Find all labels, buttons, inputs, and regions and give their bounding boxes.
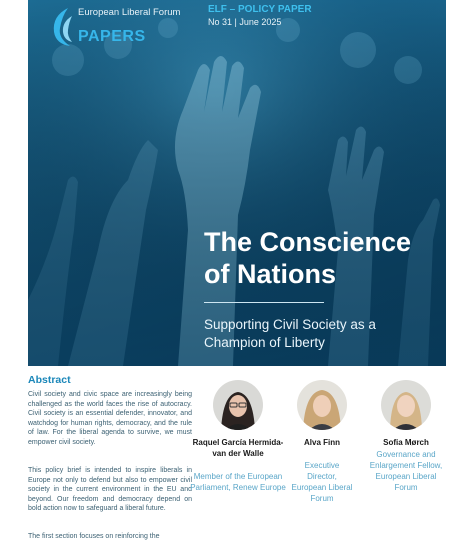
author-name: Raquel García Hermida-van der Walle	[192, 438, 284, 458]
avatar	[297, 380, 347, 430]
author-card	[358, 380, 454, 540]
abstract-heading: Abstract	[28, 374, 71, 386]
issue-number: No 31 | June 2025	[208, 17, 282, 27]
avatar	[381, 380, 431, 430]
elf-logo-mark-icon	[48, 6, 74, 48]
author-name: Alva Finn	[304, 438, 341, 447]
paper-subtitle: Supporting Civil Society as a Champion of Liberty	[204, 317, 376, 350]
author-portrait-icon	[297, 380, 347, 430]
abstract-paragraph: Civil society and civic space are increasingly being challenged as the world faces the rise of autocracy. Civil society is an essential defender, innovator, and watchdog for human rights, democracy, and the rule of law. For the liberal agenda to survive, we must empower civil society.	[28, 391, 192, 446]
author-name: Sofia Mørch	[383, 438, 429, 447]
author-portrait-icon	[213, 380, 263, 430]
cover-photo	[28, 0, 446, 366]
org-name: European Liberal Forum	[78, 7, 181, 18]
author-role: Governance and Enlargement Fellow, European Liberal Forum	[369, 450, 443, 492]
author-role: Member of the European Parliament, Renew Europe	[190, 472, 286, 492]
series-label: ELF – POLICY PAPER	[208, 4, 312, 15]
author-role: Executive Director, European Liberal Forum	[291, 461, 353, 503]
author-portrait-icon	[381, 380, 431, 430]
abstract-paragraph: This policy brief is intended to inspire liberals in Europe not only to defend but also to empower civil society in the current environment in the EU and beyond. Our freedom and democracy depend on bold action now to safeguard a liberal future.	[28, 467, 192, 513]
raised-hands-photo	[28, 0, 446, 366]
title-divider	[204, 302, 324, 303]
avatar	[213, 380, 263, 430]
author-card	[274, 380, 370, 540]
paper-title: The Conscience of Nations	[204, 227, 412, 289]
papers-wordmark: PAPERS	[78, 28, 146, 45]
abstract-paragraph: The first section focuses on reinforcing the	[28, 533, 160, 540]
author-card	[190, 380, 286, 540]
